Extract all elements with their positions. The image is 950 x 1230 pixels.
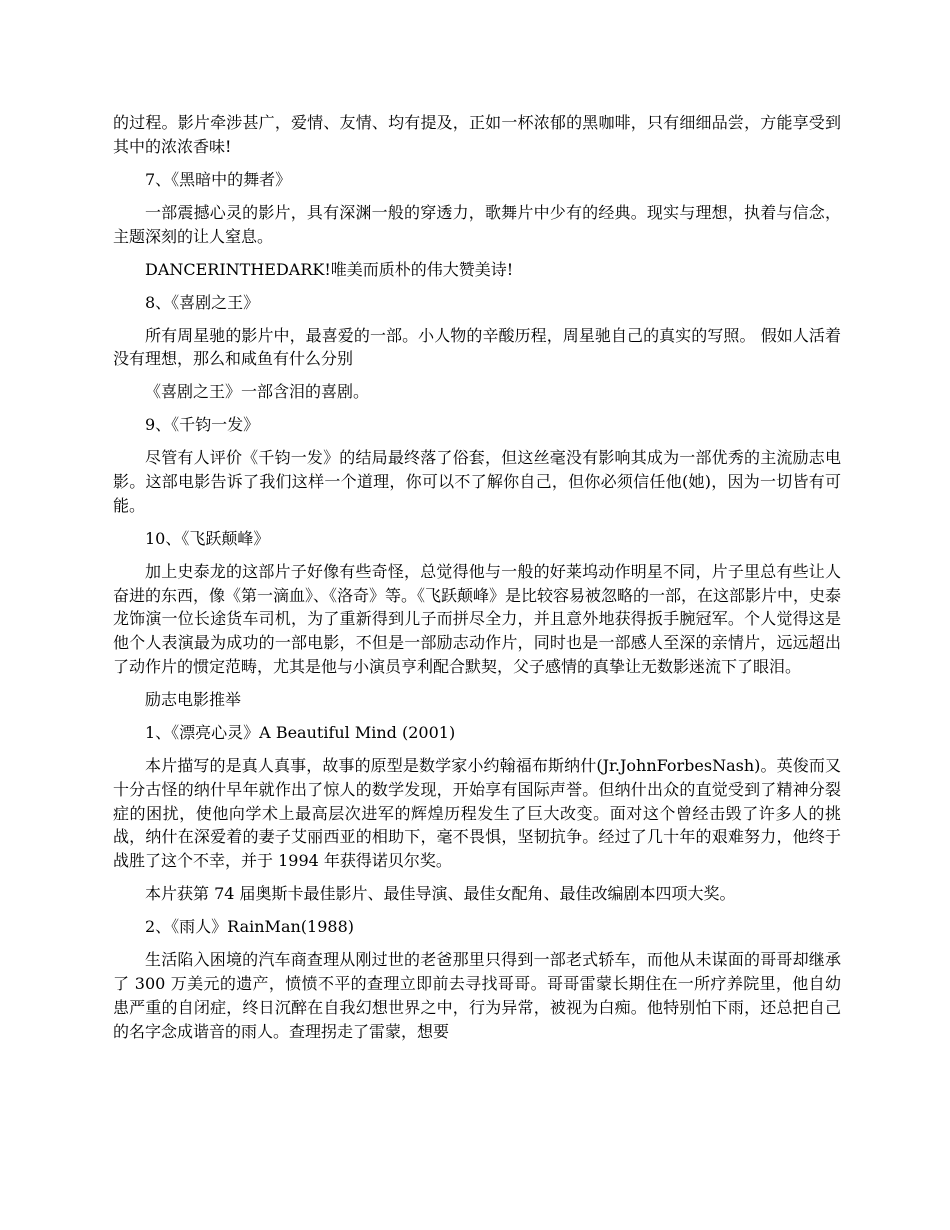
paragraph: 《喜剧之王》一部含泪的喜剧。 (145, 382, 370, 402)
paragraph-continuation: 的过程。影片牵涉甚广，爱情、友情、均有提及，正如一杯浓郁的黑咖啡，只有细细品尝，方能享受到其中的浓浓香味! (113, 113, 841, 156)
paragraph: 尽管有人评价《千钧一发》的结局最终落了俗套，但这丝毫没有影响其成为一部优秀的主流励志电影。这部电影告诉了我们这样一个道理，你可以不了解你自己，但你必须信任他(她)，因为一切皆有可能。 (113, 448, 841, 515)
heading-item-8: 8、《喜剧之王》 (145, 292, 260, 312)
paragraph: DANCERINTHEDARK!唯美而质朴的伟大赞美诗! (145, 259, 514, 279)
heading-item-2: 2、《雨人》RainMan(1988) (145, 917, 354, 937)
heading-item-9: 9、《千钧一发》 (145, 415, 260, 435)
section-heading: 励志电影推举 (145, 690, 242, 709)
paragraph: 本片描写的是真人真事，故事的原型是数学家小约翰福布斯纳什(Jr.JohnForbesNash)。英俊而又十分古怪的纳什早年就作出了惊人的数学发现，开始享有国际声誉。但纳什出众的直觉受到了精神分裂症的困扰，使他向学术上最高层次进军的辉煌历程发生了巨大改变。面对这个曾经击毁了许多人的挑战，纳什在深爱着的妻子艾丽西亚的相助下，毫不畏惧，坚韧抗争。经过了几十年的艰难努力，他终于战胜了这个不幸，并于 1994 年获得诺贝尔奖。 (113, 755, 841, 871)
paragraph: 生活陷入困境的汽车商查理从刚过世的老爸那里只得到一部老式轿车，而他从未谋面的哥哥却继承了 300 万美元的遗产，愤愤不平的查理立即前去寻找哥哥。哥哥雷蒙长期住在一所疗养院里，他自幼患严重的自闭症，终日沉醉在自我幻想世界之中，行为异常，被视为白痴。他特别怕下雨，还总把自己的名字念成谐音的雨人。查理拐走了雷蒙，想要 (113, 950, 841, 1041)
heading-item-10: 10、《飞跃颠峰》 (145, 528, 270, 548)
paragraph: 加上史泰龙的这部片子好像有些奇怪，总觉得他与一般的好莱坞动作明星不同，片子里总有些让人奋进的东西，像《第一滴血》、《洛奇》等。《飞跃颠峰》是比较容易被忽略的一部，在这部影片中，史泰龙饰演一位长途货车司机，为了重新得到儿子而拼尽全力，并且意外地获得扳手腕冠军。个人觉得这是他个人表演最为成功的一部电影，不但是一部励志动作片，同时也是一部感人至深的亲情片，远远超出了动作片的惯定范畴，尤其是他与小演员亨利配合默契，父子感情的真挚让无数影迷流下了眼泪。 (113, 561, 842, 677)
document-page (113, 111, 841, 1052)
paragraph: 本片获第 74 届奥斯卡最佳影片、最佳导演、最佳女配角、最佳改编剧本四项大奖。 (145, 884, 736, 904)
heading-item-1: 1、《漂亮心灵》A Beautiful Mind (2001) (145, 722, 456, 742)
heading-item-7: 7、《黑暗中的舞者》 (145, 169, 292, 189)
paragraph: 一部震撼心灵的影片，具有深渊一般的穿透力，歌舞片中少有的经典。现实与理想，执着与信念，主题深刻的让人窒息。 (113, 202, 841, 246)
paragraph: 所有周星驰的影片中，最喜爱的一部。小人物的辛酸历程，周星驰自己的真实的写照。 假如人活着没有理想，那么和咸鱼有什么分别 (113, 325, 841, 369)
